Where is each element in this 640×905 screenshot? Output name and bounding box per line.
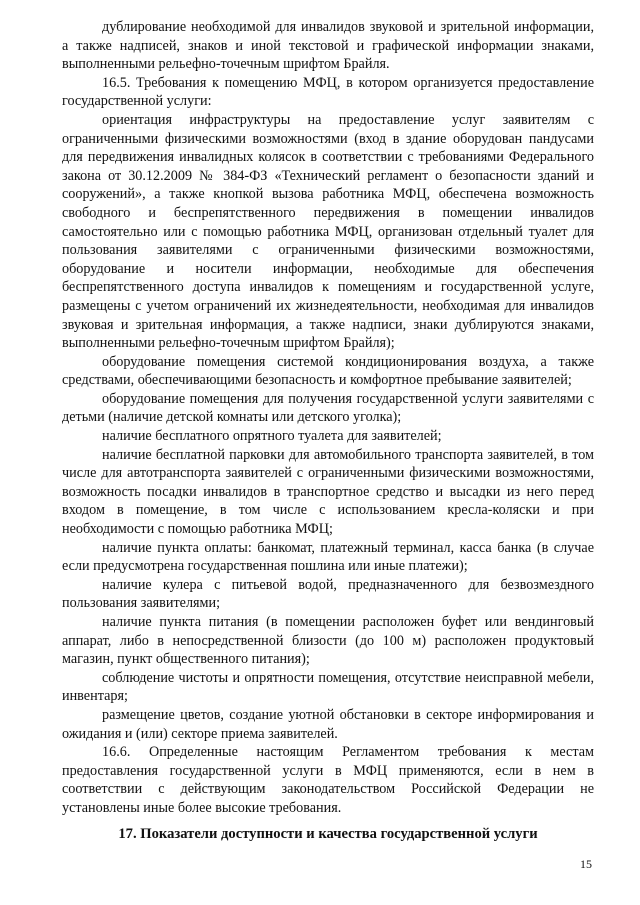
paragraph-flowers: размещение цветов, создание уютной обстановки в секторе информирования и ожидания и (или) секторе приема заявителей.	[62, 706, 594, 742]
paragraph-16-6: 16.6. Определенные настоящим Регламентом требования к местам предоставления государственной услуги в МФЦ применяются, если в нем в соответствии с действующим законодательством Российской Федерации не установлены иные более высокие требования.	[62, 744, 594, 816]
section-heading: 17. Показатели доступности и качества государственной услуги	[118, 826, 538, 842]
paragraph-water-cooler: наличие кулера с питьевой водой, предназначенного для безвозмездного пользования заявителями;	[62, 576, 594, 612]
paragraph-16-5: 16.5. Требования к помещению МФЦ, в котором организуется предоставление государственной услуги:	[62, 74, 594, 110]
paragraph-infrastructure: ориентация инфраструктуры на предоставление услуг заявителям с ограниченными физическими возможностями (вход в здание оборудован пандусами для передвижения инвалидных колясок в соответствии с требованиями Федерального закона от 30.12.2009 № 384-ФЗ «Технический регламент о безопасности зданий и сооружений», а также кнопкой вызова работника МФЦ, обеспечена возможность свободного и беспрепятственного передвижения в помещении инвалидов самостоятельно или с помощью работника МФЦ, организован отдельный туалет для пользования заявителями с ограниченными физическими возможностями, оборудование и носители информации, необходимые для обеспечения беспрепятственного доступа инвалидов к помещениям и государственной услуге, размещены с учетом ограничений их жизнедеятельности, необходимая для инвалидов звуковая и зрительная информация, а также надписи, знаки дублируются знаками, выполненными рельефно-точечным шрифтом Брайля);	[62, 111, 594, 352]
paragraph-1: дублирование необходимой для инвалидов звуковой и зрительной информации, а также надписей, знаков и иной текстовой и графической информации знаками, выполненными рельефно-точечным шрифтом Брайля.	[62, 19, 594, 73]
paragraph-air-conditioning: оборудование помещения системой кондиционирования воздуха, а также средствами, обеспечивающими безопасность и комфортное пребывание заявителей;	[62, 353, 594, 389]
paragraph-toilet: наличие бесплатного опрятного туалета для заявителей;	[102, 428, 442, 445]
paragraph-payment-point: наличие пункта оплаты: банкомат, платежный терминал, касса банка (в случае если предусмотрена государственная пошлина или иные платежи);	[62, 539, 594, 575]
paragraph-children-room: оборудование помещения для получения государственной услуги заявителями с детьми (наличие детской комнаты или детского уголка);	[62, 390, 594, 426]
paragraph-cleanliness: соблюдение чистоты и опрятности помещения, отсутствие неисправной мебели, инвентаря;	[62, 669, 594, 705]
document-body	[62, 18, 594, 818]
paragraph-food-point: наличие пункта питания (в помещении расположен буфет или вендинговый аппарат, либо в непосредственной близости (до 100 м) расположен продуктовый магазин, пункт общественного питания);	[62, 614, 594, 668]
page-number: 15	[580, 857, 592, 871]
paragraph-parking: наличие бесплатной парковки для автомобильного транспорта заявителей, в том числе для автотранспорта заявителей с ограниченными физическими возможностями, возможность посадки инвалидов в транспортное средство и высадки из него перед входом в помещение, в том числе с использованием кресла-коляски и при необходимости с помощью работника МФЦ;	[62, 446, 594, 538]
